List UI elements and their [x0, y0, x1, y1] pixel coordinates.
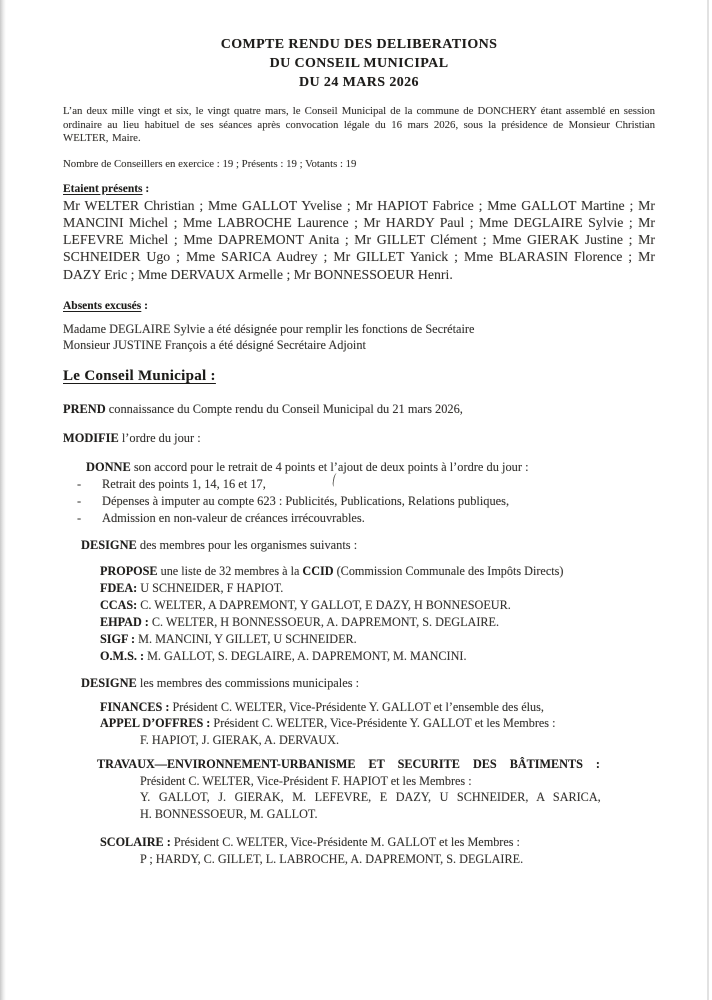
present-heading	[63, 182, 655, 196]
commission-members: P ; HARDY, C. GILLET, L. LABROCHE, A. DAPREMONT, S. DEGLAIRE.	[140, 851, 524, 866]
title-line-2: DU CONSEIL MUNICIPAL	[269, 56, 449, 71]
organisme-row	[100, 597, 655, 614]
counselors-count-line: Nombre de Conseillers en exercice : 19 ; Présents : 19 ; Votants : 19	[63, 157, 357, 170]
list-item	[77, 510, 655, 527]
prend-keyword: PREND	[63, 401, 106, 416]
organisme-label: CCAS:	[100, 597, 138, 612]
donne-item-text: Retrait des points 1, 14, 16 et 17,	[102, 476, 266, 491]
commission-appel-offres	[100, 715, 655, 732]
secretary-designation	[63, 321, 655, 353]
donne-section	[63, 459, 655, 527]
commission-label: SCOLAIRE :	[100, 835, 171, 850]
commission-text: Président C. WELTER, Vice-Président F. HAPIOT et les Membres :	[140, 773, 472, 788]
donne-text: son accord pour le retrait de 4 points et l’ajout de deux points à l’ordre du jour :	[130, 459, 529, 474]
ccid-keyword: CCID	[302, 563, 334, 578]
propose-text-1: une liste de 32 membres à la	[157, 563, 303, 578]
organisme-members: C. WELTER, H BONNESSOEUR, A. DAPREMONT, S. DEGLAIRE.	[148, 614, 500, 629]
propose-line	[100, 563, 655, 580]
list-item	[77, 493, 655, 510]
propose-text-2: (Commission Communale des Impôts Directs)	[333, 563, 564, 578]
designe-commissions-text: les membres des commissions municipales :	[136, 675, 360, 690]
present-members-list: Mr WELTER Christian ; Mme GALLOT Yvelise ; Mr HAPIOT Fabrice ; Mme GALLOT Martine ; Mr MANCINI Michel ; Mme LABROCHE Laurence ; Mr HARDY Paul ; Mme DEGLAIRE Sylvie ; Mr LEFEVRE Michel ; Mme DAPREMONT Anita ; Mr GILLET Clément ; Mme GIERAK Justine ; Mr SCHNEIDER Ugo ; Mme SARICA Audrey ; Mr GILLET Yanick ; Mme BLARASIN Florence ; Mr DAZY Eric ; Mme DERVAUX Armelle ; Mr BONNESSOEUR Henri.	[63, 197, 655, 282]
organisme-row	[100, 580, 655, 597]
organisme-label: SIGF :	[100, 631, 136, 646]
dash-bullet: -	[77, 476, 82, 491]
donne-line	[63, 459, 655, 476]
designe-keyword: DESIGNE	[81, 675, 137, 690]
absent-heading-colon: :	[141, 299, 148, 312]
organisme-label: FDEA:	[100, 580, 138, 595]
commission-finances	[100, 699, 655, 716]
organisme-members: C. WELTER, A DAPREMONT, Y GALLOT, E DAZY, H BONNESOEUR.	[137, 597, 511, 612]
commission-members: Y. GALLOT, J. GIERAK, M. LEFEVRE, E DAZY, U SCHNEIDER, A SARICA,	[140, 790, 601, 805]
commission-members: F. HAPIOT, J. GIERAK, A. DERVAUX.	[140, 732, 340, 747]
designe-commissions-line	[63, 675, 655, 691]
organisme-row	[100, 648, 655, 665]
dash-bullet: -	[77, 510, 82, 525]
commission-label: FINANCES :	[100, 699, 170, 714]
designe-organismes-line	[63, 537, 655, 553]
present-heading-label: Etaient présents	[63, 182, 143, 195]
designe-keyword: DESIGNE	[81, 537, 137, 552]
commission-travaux	[97, 756, 655, 822]
commission-members: H. BONNESSOEUR, M. GALLOT.	[140, 806, 318, 821]
scan-edge-left	[0, 0, 6, 1000]
commission-scolaire-line	[100, 834, 655, 851]
propose-keyword: PROPOSE	[100, 563, 158, 578]
dash-bullet: -	[77, 493, 82, 508]
commission-label: TRAVAUX—ENVIRONNEMENT-URBANISME ET SECURITE DES BÂTIMENTS :	[97, 757, 600, 772]
prend-line	[63, 401, 655, 417]
absent-heading	[63, 299, 655, 313]
prend-text: connaissance du Compte rendu du Conseil Municipal du 21 mars 2026,	[105, 401, 463, 416]
donne-keyword: DONNE	[86, 459, 131, 474]
present-heading-colon: :	[142, 182, 150, 195]
designe-organismes-text: des membres pour les organismes suivants :	[136, 537, 358, 552]
scan-edge-right	[707, 0, 709, 1000]
commission-text: Président C. WELTER, Vice-Présidente Y. GALLOT et les Membres :	[210, 716, 556, 731]
intro-paragraph: L’an deux mille vingt et six, le vingt quatre mars, le Conseil Municipal de la commune de DONCHERY étant assemblé en session ordinaire au lieu habituel de ses séances après convocation légale du 16 mars 2026, sous la présidence de Monsieur Christian WELTER, Maire.	[63, 105, 655, 144]
donne-item-text: Admission en non-valeur de créances irrécouvrables.	[102, 510, 365, 525]
commission-text: Président C. WELTER, Vice-Présidente M. GALLOT et les Membres :	[170, 835, 520, 850]
organisme-label: EHPAD :	[100, 614, 149, 629]
commission-label: APPEL D’OFFRES :	[100, 716, 211, 731]
commissions-section	[63, 699, 655, 868]
commission-text: Président C. WELTER, Vice-Présidente Y. GALLOT et l’ensemble des élus,	[169, 699, 544, 714]
organisme-members: M. GALLOT, S. DEGLAIRE, A. DAPREMONT, M. MANCINI.	[144, 648, 467, 663]
commission-scolaire	[100, 834, 655, 867]
organisme-members: M. MANCINI, Y GILLET, U SCHNEIDER.	[135, 631, 357, 646]
council-heading: Le Conseil Municipal :	[63, 367, 216, 384]
organismes-section	[63, 563, 655, 665]
list-item	[77, 476, 655, 493]
donne-item-text: Dépenses à imputer au compte 623 : Publicités, Publications, Relations publiques,	[102, 493, 510, 508]
title-line-1: COMPTE RENDU DES DELIBERATIONS	[220, 37, 498, 52]
organisme-row	[100, 614, 655, 631]
modifie-keyword: MODIFIE	[63, 430, 119, 445]
organisme-row	[100, 631, 655, 648]
organisme-label: O.M.S. :	[100, 648, 145, 663]
modifie-line	[63, 430, 655, 446]
title-line-3: DU 24 MARS 2026	[299, 75, 419, 90]
organisme-members: U SCHNEIDER, F HAPIOT.	[137, 580, 284, 595]
secretary-line-2: Monsieur JUSTINE François a été désigné Secrétaire Adjoint	[63, 337, 366, 352]
absent-heading-label: Absents excusés	[63, 299, 142, 312]
document-title	[63, 35, 655, 92]
modifie-text: l’ordre du jour :	[118, 430, 201, 445]
secretary-line-1: Madame DEGLAIRE Sylvie a été désignée pour remplir les fonctions de Secrétaire	[63, 321, 475, 336]
